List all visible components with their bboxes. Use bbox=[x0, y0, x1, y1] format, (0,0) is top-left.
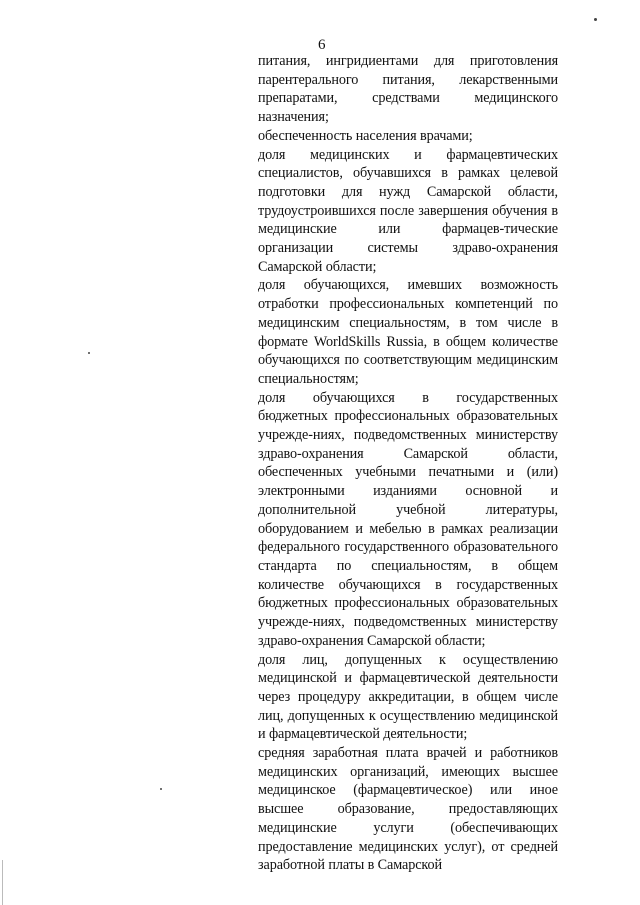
paragraph-nutrition-supply: питания, ингридиентами для приготовления парентерального питания, лекарственными препаратами, средствами медицинского назначения; bbox=[258, 53, 558, 126]
scan-speck bbox=[594, 18, 597, 21]
paragraph-accreditation: доля лиц, допущенных к осуществлению медицинской и фармацевтической деятельности через процедуру аккредитации, в общем числе лиц, допущенных к осуществлению медицинской и фармацевтической деятельности; bbox=[258, 651, 558, 743]
scan-speck bbox=[160, 788, 162, 790]
paragraph-targeted-training: доля медицинских и фармацевтических специалистов, обучавшихся в рамках целевой подготовки для нужд Самарской области, трудоустроившихся после завершения обучения в медицинские или фармацев-тические организации системы здраво-охранения Самарской области; bbox=[258, 146, 558, 275]
page-number: 6 bbox=[318, 37, 326, 53]
paragraph-doctor-supply: обеспеченность населения врачами; bbox=[258, 127, 473, 144]
scan-speck bbox=[88, 352, 90, 354]
paragraph-worldskills: доля обучающихся, имевших возможность отработки профессиональных компетенций по медицинским специальностям, в том числе в формате WorldSkills Russia, в общем количестве обучающихся по соответствующим медицинским специальностям; bbox=[258, 277, 558, 387]
scan-edge-line bbox=[2, 860, 3, 905]
paragraph-average-salary: средняя заработная плата врачей и работников медицинских организаций, имеющих высшее медицинское (фармацевтическое) или иное высшее образование, предоставляющих медицинские услуги (обеспечивающих предоставление медицинских услуг), от средней заработной платы в Самарской bbox=[258, 745, 558, 874]
document-body bbox=[258, 52, 558, 875]
paragraph-educational-materials: доля обучающихся в государственных бюджетных профессиональных образовательных учрежде-ниях, подведомственных министерству здраво-охранения Самарской области, обеспеченных учебными печатными и (или) электронными изданиями основной и дополнительной учебной литературы, оборудованием и мебелью в рамках реализации федерального государственного образовательного стандарта по специальностям, в общем количестве обучающихся в государственных бюджетных профессиональных образовательных учрежде-ниях, подведомственных министерству здраво-охранения Самарской области; bbox=[258, 389, 558, 649]
